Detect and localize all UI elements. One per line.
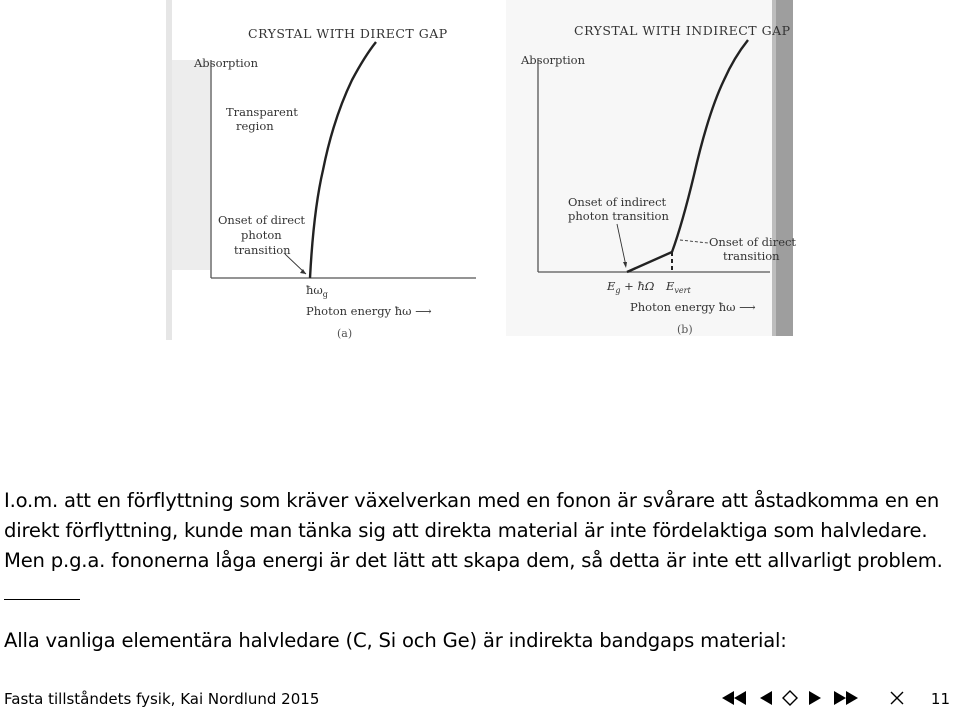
absorption-figure — [0, 0, 960, 340]
section-divider — [4, 599, 80, 600]
panel-a-title: CRYSTAL WITH DIRECT GAP — [248, 26, 448, 41]
footer — [4, 688, 956, 710]
region-label-line1: Transparent — [226, 105, 298, 119]
prev-page-icon[interactable] — [760, 691, 772, 705]
footer-course-title: Fasta tillståndets fysik, Kai Nordlund 2015 — [4, 690, 320, 708]
panel-a-xlabel: Photon energy ħω ⟶ — [306, 304, 432, 318]
page-number: 11 — [930, 690, 950, 708]
paragraph-line-3: Men p.g.a. fononerna låga energi är det lätt att skapa dem, så detta är inte ett allvarligt problem. — [4, 549, 943, 572]
navigation-controls — [720, 690, 960, 710]
tick-label-omega-g: $ħ\omega_g$ — [306, 283, 328, 299]
annotation-indirect-line1: Onset of indirect — [568, 195, 667, 209]
panel-b-xlabel: Photon energy ħω ⟶ — [630, 300, 756, 314]
panel-a-ylabel: Absorption — [194, 56, 258, 70]
annotation-direct-line3: transition — [234, 243, 291, 257]
panel-a — [166, 0, 476, 340]
toc-icon[interactable] — [783, 691, 797, 705]
last-page-icon[interactable] — [834, 691, 858, 705]
panel-a-label: (a) — [337, 327, 353, 340]
annotation-indirect-line2: photon transition — [568, 209, 669, 223]
paragraph-elemental-semiconductors: Alla vanliga elementära halvledare (C, Si och Ge) är indirekta bandgaps material: — [4, 629, 787, 652]
paragraph-line-2: direkt förflyttning, kunde man tänka sig att direkta material är inte fördelaktiga som halvledare. — [4, 519, 928, 542]
annotation-direct-line2: photon — [241, 228, 282, 242]
panel-b-title: CRYSTAL WITH INDIRECT GAP — [574, 23, 791, 38]
next-page-icon[interactable] — [809, 691, 821, 705]
first-page-icon[interactable] — [722, 691, 746, 705]
tick-label-e-vert: $E_{vert}$ — [666, 279, 691, 295]
close-icon[interactable] — [891, 692, 903, 704]
panel-b-label: (b) — [677, 323, 693, 336]
annotation-direct-line1: Onset of direct — [218, 213, 306, 227]
tick-label-eg-plus-omega: $E_g$ + ħΩ — [607, 279, 655, 295]
annotation-direct-b-line2: transition — [723, 249, 780, 263]
transparent-region-shade — [172, 60, 210, 270]
paragraph-indirect-transitions — [4, 486, 956, 576]
panel-b-ylabel: Absorption — [521, 53, 585, 67]
paragraph-line-1: I.o.m. att en förflyttning som kräver växelverkan med en fonon är svårare att åstadkomma en en — [4, 489, 940, 512]
region-label-line2: region — [236, 119, 274, 133]
panel-b — [506, 0, 796, 336]
annotation-direct-b-line1: Onset of direct — [709, 235, 797, 249]
